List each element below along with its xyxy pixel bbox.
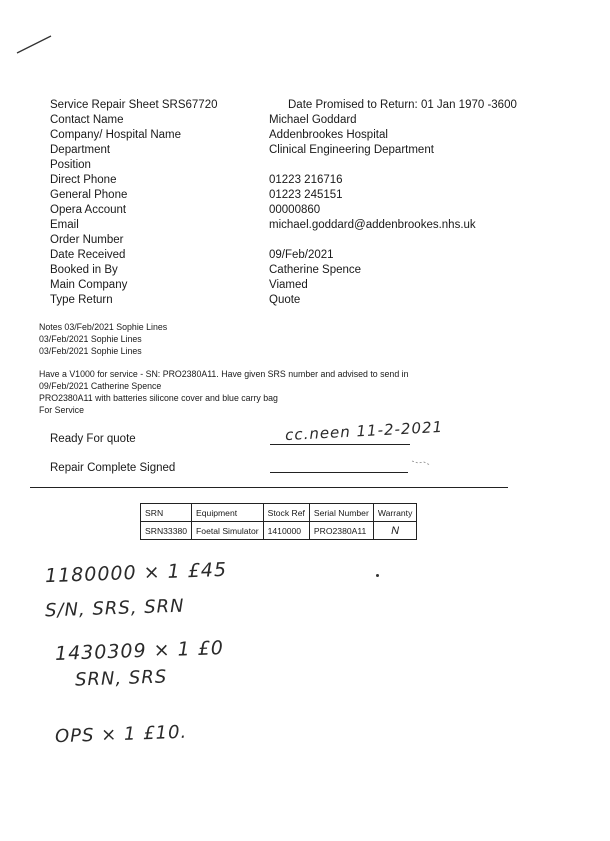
field-label-main-company: Main Company <box>50 279 128 291</box>
field-value-type-return: Quote <box>269 294 301 306</box>
description-line: For Service <box>39 405 84 415</box>
pen-tick <box>410 458 434 468</box>
cell-stock-ref: 1410000 <box>263 522 309 540</box>
pen-dot <box>376 574 379 577</box>
cell-serial-number: PRO2380A11 <box>309 522 373 540</box>
description-line: Have a V1000 for service - SN: PRO2380A11. Have given SRS number and advised to send in <box>39 369 409 379</box>
field-label-order-number: Order Number <box>50 234 124 246</box>
field-value-company: Addenbrookes Hospital <box>269 129 388 141</box>
header-srn: SRN <box>141 504 192 522</box>
items-table-header <box>141 504 417 522</box>
ready-for-quote-label: Ready For quote <box>50 433 136 445</box>
field-value-opera-account: 00000860 <box>269 204 321 216</box>
header-warranty: Warranty <box>373 504 417 522</box>
section-divider <box>30 487 508 488</box>
items-table <box>140 503 417 540</box>
field-label-department: Department <box>50 144 111 156</box>
field-value-general-phone: 01223 245151 <box>269 189 343 201</box>
field-value-direct-phone: 01223 216716 <box>269 174 343 186</box>
field-value-contact-name: Michael Goddard <box>269 114 357 126</box>
field-label-booked-in-by: Booked in By <box>50 264 118 276</box>
cell-equipment: Foetal Simulator <box>192 522 264 540</box>
cell-warranty: N <box>373 522 417 540</box>
note-line: 03/Feb/2021 Sophie Lines <box>39 346 142 356</box>
note-line: 03/Feb/2021 Sophie Lines <box>39 334 142 344</box>
field-label-general-phone: General Phone <box>50 189 128 201</box>
note-line: Notes 03/Feb/2021 Sophie Lines <box>39 322 168 332</box>
cell-srn: SRN33380 <box>141 522 192 540</box>
field-label-direct-phone: Direct Phone <box>50 174 117 186</box>
repair-complete-label: Repair Complete Signed <box>50 462 176 474</box>
description-line: PRO2380A11 with batteries silicone cover and blue carry bag <box>39 393 278 403</box>
date-promised: Date Promised to Return: 01 Jan 1970 -3600 <box>288 99 517 111</box>
field-value-booked-in-by: Catherine Spence <box>269 264 362 276</box>
ready-signature: cc.neen 11-2-2021 <box>284 417 444 445</box>
field-label-email: Email <box>50 219 79 231</box>
repair-complete-line <box>270 472 408 473</box>
pen-mark <box>15 33 55 57</box>
header-equipment: Equipment <box>192 504 264 522</box>
field-label-date-received: Date Received <box>50 249 126 261</box>
field-label-opera-account: Opera Account <box>50 204 127 216</box>
handwritten-line: 1180000 × 1 £45 <box>44 558 228 588</box>
field-label-contact-name: Contact Name <box>50 114 124 126</box>
field-label-type-return: Type Return <box>50 294 113 306</box>
table-row <box>141 522 417 540</box>
field-label-position: Position <box>50 159 91 171</box>
field-value-email: michael.goddard@addenbrookes.nhs.uk <box>269 219 476 231</box>
field-value-department: Clinical Engineering Department <box>269 144 434 156</box>
handwritten-line: OPS × 1 £10. <box>54 721 188 748</box>
field-value-date-received: 09/Feb/2021 <box>269 249 334 261</box>
handwritten-line: SRN, SRS <box>74 666 168 691</box>
sheet-title: Service Repair Sheet SRS67720 <box>50 99 218 111</box>
description-line: 09/Feb/2021 Catherine Spence <box>39 381 162 391</box>
handwritten-line: S/N, SRS, SRN <box>44 595 185 622</box>
handwritten-line: 1430309 × 1 £0 <box>54 637 225 665</box>
ready-signature-line <box>270 444 410 445</box>
field-value-main-company: Viamed <box>269 279 308 291</box>
header-serial-number: Serial Number <box>309 504 373 522</box>
field-label-company: Company/ Hospital Name <box>50 129 182 141</box>
header-stock-ref: Stock Ref <box>263 504 309 522</box>
